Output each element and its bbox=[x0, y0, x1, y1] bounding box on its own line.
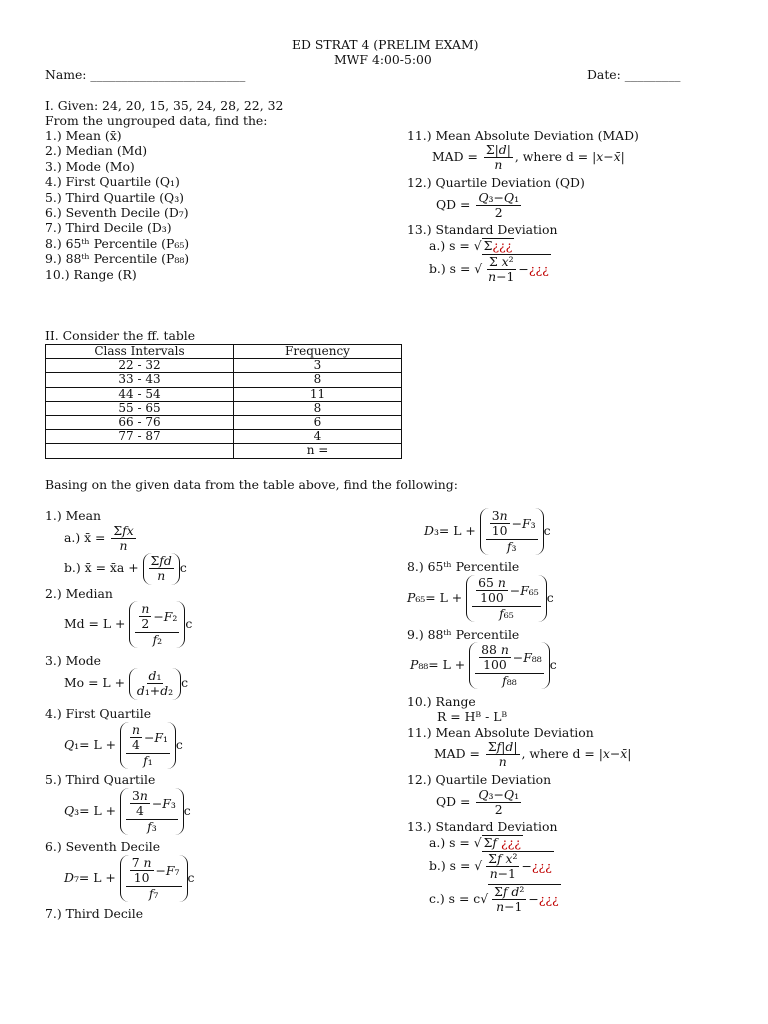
part2-right-item: 12.) Quartile Deviation bbox=[407, 772, 552, 787]
grouped-sd-formula-b: b.) s = √ $\frac{\text{Σf x²}}{n-1}$ −¿¿¿ bbox=[429, 851, 552, 882]
part2-right-item: 11.) Mean Absolute Deviation bbox=[407, 725, 594, 740]
col-header-class-intervals: Class Intervals bbox=[46, 345, 234, 359]
part2-item: 3.) Mode bbox=[45, 653, 102, 668]
exam-schedule: MWF 4:00-5:00 bbox=[334, 52, 432, 67]
name-field-label: Name: _________________________ bbox=[45, 67, 246, 82]
mode-formula: Mo = L + $\frac{\text{d₁}}{\text{d₁+d₂}}$ c bbox=[64, 668, 189, 699]
part2-heading: II. Consider the ff. table bbox=[45, 328, 196, 343]
part2-right-item: 8.) 65ᵗʰ Percentile bbox=[407, 559, 520, 574]
part2-item: 4.) First Quartile bbox=[45, 706, 152, 721]
table-row bbox=[46, 359, 402, 373]
q3-formula: Q ₃= L + $\frac{3n}{4}$ − F ₃ f₃ c bbox=[64, 788, 191, 834]
exam-title: ED STRAT 4 (PRELIM EXAM) bbox=[292, 37, 479, 52]
part2-item: 1.) Mean bbox=[45, 508, 101, 523]
sd-formula-b: b.) s = √ $\frac{\text{Σ x²}}{n-1}$ −¿¿¿ bbox=[429, 254, 549, 285]
cell: n = bbox=[234, 444, 402, 458]
part1-given: I. Given: 24, 20, 15, 35, 24, 28, 22, 32 bbox=[45, 98, 284, 113]
cell: 6 bbox=[234, 415, 402, 429]
p65-formula: P ₆₅= L + $\frac{65 n}{100}$ − F ₆₅ f₆₅ c bbox=[407, 575, 554, 621]
part1-instruction: From the ungrouped data, find the: bbox=[45, 113, 268, 128]
table-row bbox=[46, 387, 402, 401]
cell bbox=[46, 444, 234, 458]
cell: 55 - 65 bbox=[46, 401, 234, 415]
table-row bbox=[46, 373, 402, 387]
cell: 66 - 76 bbox=[46, 415, 234, 429]
part1-item: 2.) Median (Md) bbox=[45, 143, 148, 158]
table-row bbox=[46, 430, 402, 444]
part2-right-item: 10.) Range bbox=[407, 694, 476, 709]
sd-formula-a: a.) s = √ Σ¿¿¿ bbox=[429, 237, 513, 253]
part1-item: 6.) Seventh Decile (D₇) bbox=[45, 205, 189, 220]
table-row bbox=[46, 401, 402, 415]
part1-item: 8.) 65ᵗʰ Percentile (P₆₅) bbox=[45, 236, 190, 251]
part1-right-item: 12.) Quartile Deviation (QD) bbox=[407, 175, 585, 190]
p88-formula: P ₈₈= L + $\frac{88 n}{100}$ − F ₈₈ f₈₈ c bbox=[410, 642, 557, 688]
part1-item: 5.) Third Quartile (Q₃) bbox=[45, 190, 185, 205]
q1-formula: Q ₁= L + $\frac{n}{4}$ − F ₁ f₁ c bbox=[64, 722, 183, 768]
d7-formula: D ₇= L + $\frac{7 n}{10}$ − F ₇ f₇ c bbox=[64, 855, 195, 901]
cell: 3 bbox=[234, 359, 402, 373]
part2-item: 2.) Median bbox=[45, 586, 113, 601]
range-formula: R = Hᴮ - Lᴮ bbox=[437, 709, 508, 724]
part2-item: 6.) Seventh Decile bbox=[45, 839, 161, 854]
cell: 33 - 43 bbox=[46, 373, 234, 387]
cell: 8 bbox=[234, 373, 402, 387]
col-header-frequency: Frequency bbox=[234, 345, 402, 359]
part2-item: 5.) Third Quartile bbox=[45, 772, 156, 787]
cell: 11 bbox=[234, 387, 402, 401]
cell: 4 bbox=[234, 430, 402, 444]
cell: 77 - 87 bbox=[46, 430, 234, 444]
table-row bbox=[46, 444, 402, 458]
part2-right-item: 9.) 88ᵗʰ Percentile bbox=[407, 627, 520, 642]
part2-item: 7.) Third Decile bbox=[45, 906, 144, 921]
cell: 44 - 54 bbox=[46, 387, 234, 401]
grouped-sd-formula-c: c.) s = c√ $\frac{\text{Σf d²}}{n-1}$ −¿¿¿ bbox=[429, 884, 559, 915]
cell: 8 bbox=[234, 401, 402, 415]
cell: 22 - 32 bbox=[46, 359, 234, 373]
part2-right-item: 13.) Standard Deviation bbox=[407, 819, 558, 834]
grouped-sd-formula-a: a.) s = √ Σf ¿¿¿ bbox=[429, 834, 521, 850]
d3-formula: D ₃= L + $\frac{3n}{10}$ − F ₃ f₃ c bbox=[424, 508, 551, 554]
median-formula: Md = L + $\frac{n}{2}$ − F ₂ f₂ c bbox=[64, 601, 193, 647]
part1-item: 3.) Mode (Mo) bbox=[45, 159, 135, 174]
mean-formula-a: a.) x̄ = $\frac{\text{Σfx}}{n}$ bbox=[64, 523, 134, 554]
part1-right-item: 13.) Standard Deviation bbox=[407, 222, 558, 237]
part1-right-item: 11.) Mean Absolute Deviation (MAD) bbox=[407, 128, 639, 143]
mean-formula-b: b.) x̄ = x̄a + $\frac{\text{Σfd}}{n}$ c bbox=[64, 553, 187, 584]
mad-formula: MAD = $\frac{\Sigma|d|}{n}$ , where d = | x − x̄ | bbox=[432, 142, 625, 173]
qd-formula: QD = $\frac{\text{Q₃−Q₁}}{2}$ bbox=[436, 190, 520, 221]
table-header-row bbox=[46, 345, 402, 359]
part1-item: 1.) Mean (x̄) bbox=[45, 128, 122, 143]
date-field-label: Date: _________ bbox=[587, 67, 681, 82]
table-row bbox=[46, 415, 402, 429]
grouped-qd-formula: QD = $\frac{\text{Q₃−Q₁}}{2}$ bbox=[436, 787, 520, 818]
part1-item: 10.) Range (R) bbox=[45, 267, 137, 282]
part1-item: 9.) 88ᵗʰ Percentile (P₈₈) bbox=[45, 251, 190, 266]
part2-instruction: Basing on the given data from the table above, find the following: bbox=[45, 477, 458, 492]
frequency-table bbox=[45, 344, 402, 459]
part1-item: 7.) Third Decile (D₃) bbox=[45, 220, 172, 235]
grouped-mad-formula: MAD = $\frac{\Sigma f|d|}{n}$ , where d = | x − x̄ | bbox=[434, 739, 632, 770]
part1-item: 4.) First Quartile (Q₁) bbox=[45, 174, 180, 189]
